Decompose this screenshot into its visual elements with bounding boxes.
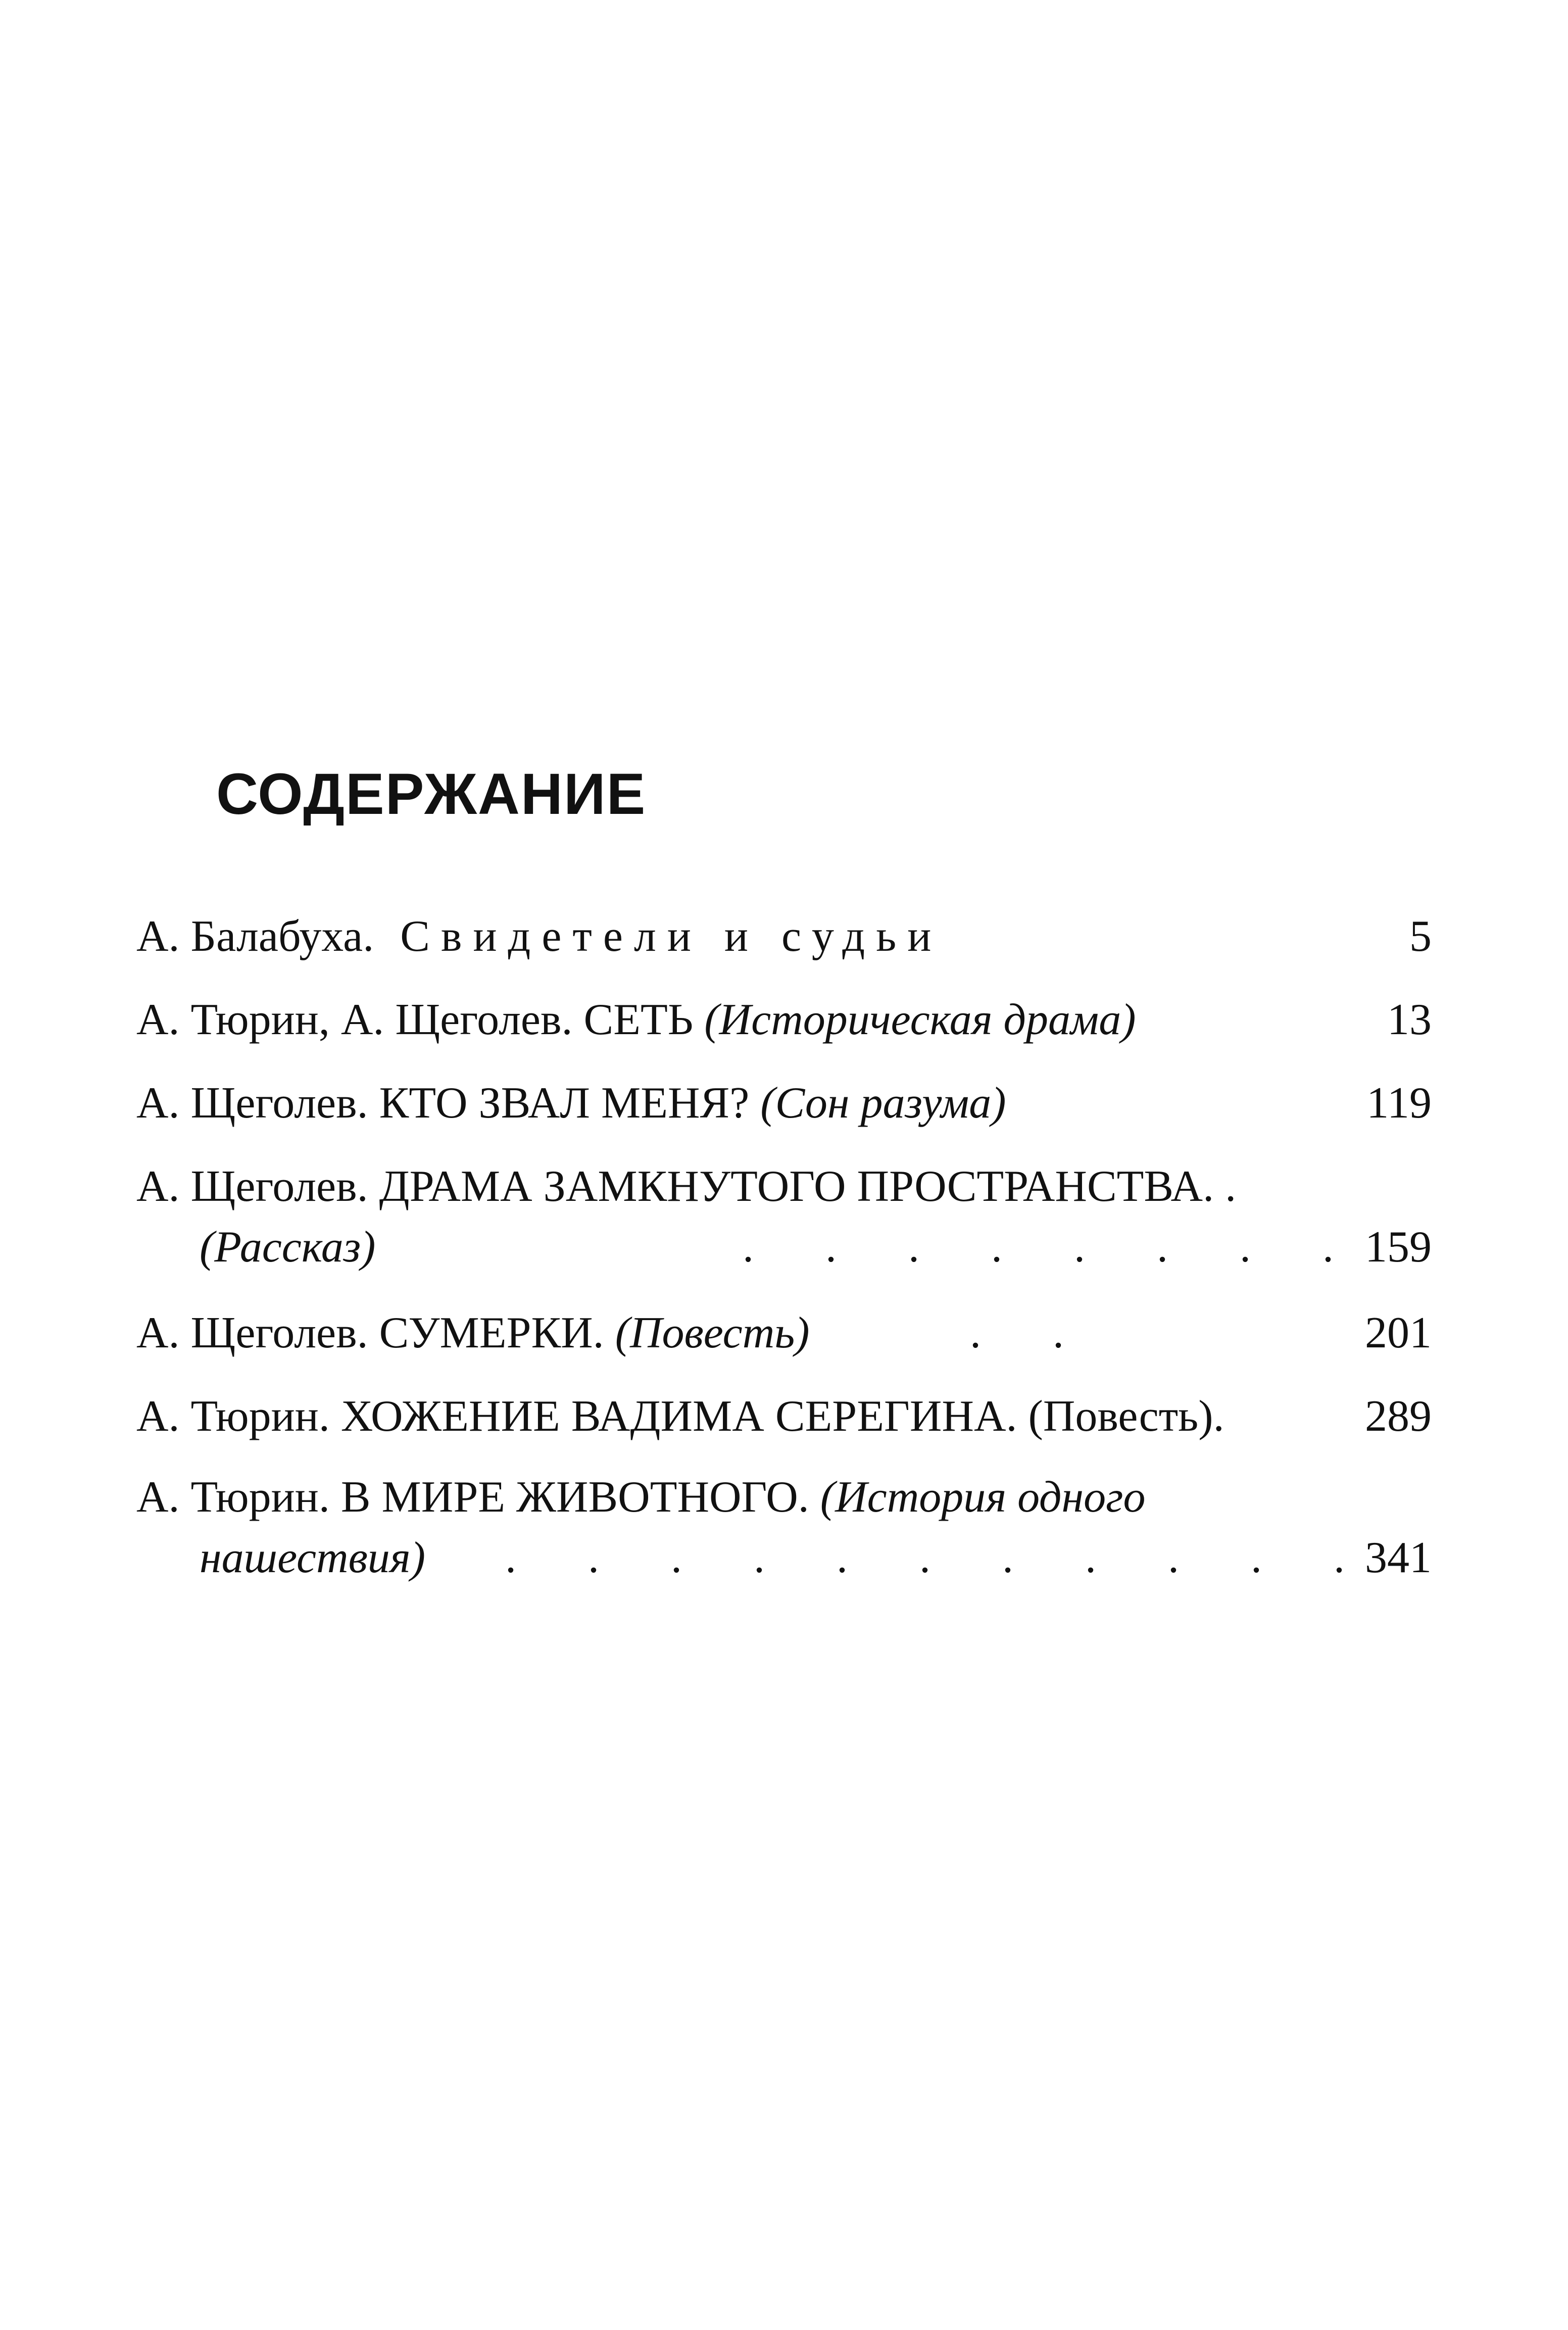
toc-page-number: 119 <box>1366 1079 1432 1128</box>
dot-leader: . . . . . . . . <box>743 1223 1364 1272</box>
toc-page-number: 201 <box>1365 1308 1432 1357</box>
toc-author: А. Тюрин, А. Щеголев. <box>136 995 573 1044</box>
toc-work-subtitle: (Повесть) <box>615 1308 810 1357</box>
toc-entry <box>136 1081 1432 1126</box>
toc-work-title: СЕТЬ <box>583 995 694 1044</box>
toc-work-title: В МИРЕ ЖИВОТНОГО. <box>340 1473 809 1522</box>
toc-work-title: СУМЕРКИ. <box>379 1308 604 1357</box>
toc-author: А. Щеголев. <box>136 1162 368 1211</box>
toc-page-number: 13 <box>1387 995 1432 1044</box>
toc-page-number: 5 <box>1409 912 1432 961</box>
toc-work-title: ДРАМА ЗАМКНУТОГО ПРОСТРАНСТВА. <box>379 1162 1214 1211</box>
toc-entry <box>136 1475 1432 1520</box>
toc-work-subtitle: (Историческая драма) <box>704 995 1136 1044</box>
toc-work-subtitle: (Сон разума) <box>760 1079 1006 1128</box>
toc-author: А. Щеголев. <box>136 1079 368 1128</box>
toc-entry <box>136 1308 1432 1357</box>
page-title: СОДЕРЖАНИЕ <box>216 762 647 827</box>
toc-author: А. Тюрин. <box>136 1392 330 1441</box>
toc-work-subtitle: (История одного <box>820 1473 1146 1522</box>
toc-work-title: КТО ЗВАЛ МЕНЯ? <box>379 1079 750 1128</box>
toc-page-number: 159 <box>1365 1223 1432 1272</box>
toc-work-title: Свидетели и судьи <box>400 912 943 961</box>
toc-work-subtitle: нашествия) <box>200 1533 426 1582</box>
toc-entry <box>136 995 1432 1044</box>
toc-author: А. Балабуха. <box>136 912 374 961</box>
toc-entry <box>136 914 1432 959</box>
toc-entry <box>136 1394 1432 1439</box>
toc-work-subtitle: (Повесть). <box>1028 1392 1224 1441</box>
dot-leader: . . <box>970 1308 1094 1357</box>
toc-author: А. Щеголев. <box>136 1308 368 1357</box>
toc-entry <box>136 1164 1432 1209</box>
toc-work-subtitle: (Рассказ) <box>200 1223 376 1272</box>
toc-page-number: 289 <box>1365 1392 1432 1441</box>
toc-author: А. Тюрин. <box>136 1473 330 1522</box>
dot-leader: . <box>1225 1162 1237 1211</box>
toc-work-title: ХОЖЕНИЕ ВАДИМА СЕРЕГИНА. <box>340 1392 1017 1441</box>
toc-page-number: 341 <box>1365 1533 1432 1582</box>
dot-leader: . . . . . . . . . . . <box>505 1533 1375 1582</box>
